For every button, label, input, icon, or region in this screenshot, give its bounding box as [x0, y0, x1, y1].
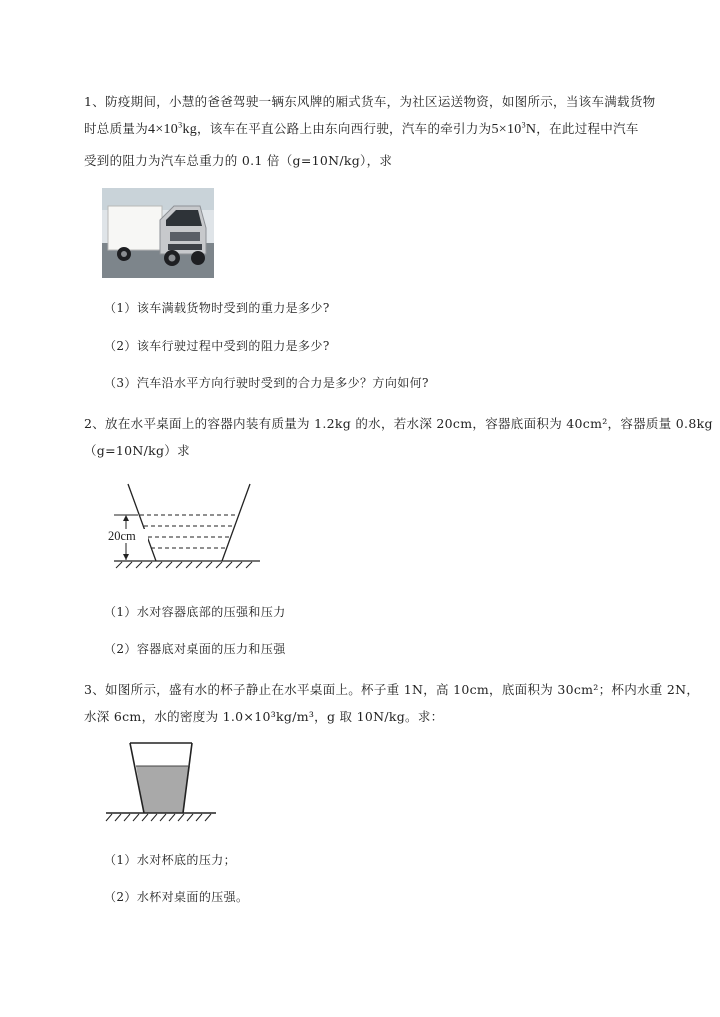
- q2-container-figure: [100, 478, 270, 578]
- depth-label: 20cm: [108, 529, 136, 543]
- q1-mass-value: $4\times 10^3kg$: [148, 120, 198, 137]
- q3-text-line1: 3、如图所示，盛有水的杯子静止在水平桌面上。杯子重 1N，高 10cm，底面积为 30cm²；杯内水重 2N，: [84, 682, 700, 697]
- truck-illustration: [102, 188, 214, 278]
- truck-photo: [102, 188, 214, 278]
- q1-sub-question-3: （3）汽车沿水平方向行驶时受到的合力是多少？方向如何?: [104, 376, 429, 390]
- q1-sub-question-2: （2）该车行驶过程中受到的阻力是多少?: [104, 339, 330, 353]
- q2-sub-question-1: （1）水对容器底部的压强和压力: [104, 605, 286, 619]
- q1-text-line3: 受到的阻力为汽车总重力的 0.1 倍（g=10N/kg），求: [84, 153, 393, 168]
- q2-text-line1: 2、放在水平桌面上的容器内装有质量为 1.2kg 的水，若水深 20cm，容器底面积为 40cm²，容器质量 0.8kg: [84, 416, 713, 431]
- q1-line2-part-c: ，在此过程中汽车: [536, 121, 639, 136]
- q1-line2-part-a: 时总质量为: [84, 121, 149, 136]
- q1-text-line1: 1、防疫期间，小慧的爸爸驾驶一辆东风牌的厢式货车，为社区运送物资，如图所示，当该车满载货物: [84, 94, 656, 109]
- q1-line2-part-b: ，该车在平直公路上由东向西行驶，汽车的牵引力为: [197, 121, 492, 136]
- q3-text-line2: 水深 6cm，水的密度为 1.0×10³kg/m³，g 取 10N/kg。求：: [84, 709, 444, 724]
- q1-sub-question-1: （1）该车满载货物时受到的重力是多少?: [104, 301, 330, 315]
- q2-sub-question-2: （2）容器底对桌面的压力和压强: [104, 642, 286, 656]
- q1-force-value: $5\times 10^3N$: [491, 120, 537, 137]
- q1-text-line2: [84, 119, 639, 138]
- q3-sub-question-1: （1）水对杯底的压力；: [104, 853, 237, 867]
- q2-text-line2: （g=10N/kg）求: [84, 443, 190, 458]
- q3-cup-figure: [100, 740, 220, 828]
- q3-sub-question-2: （2）水杯对桌面的压强。: [104, 890, 249, 904]
